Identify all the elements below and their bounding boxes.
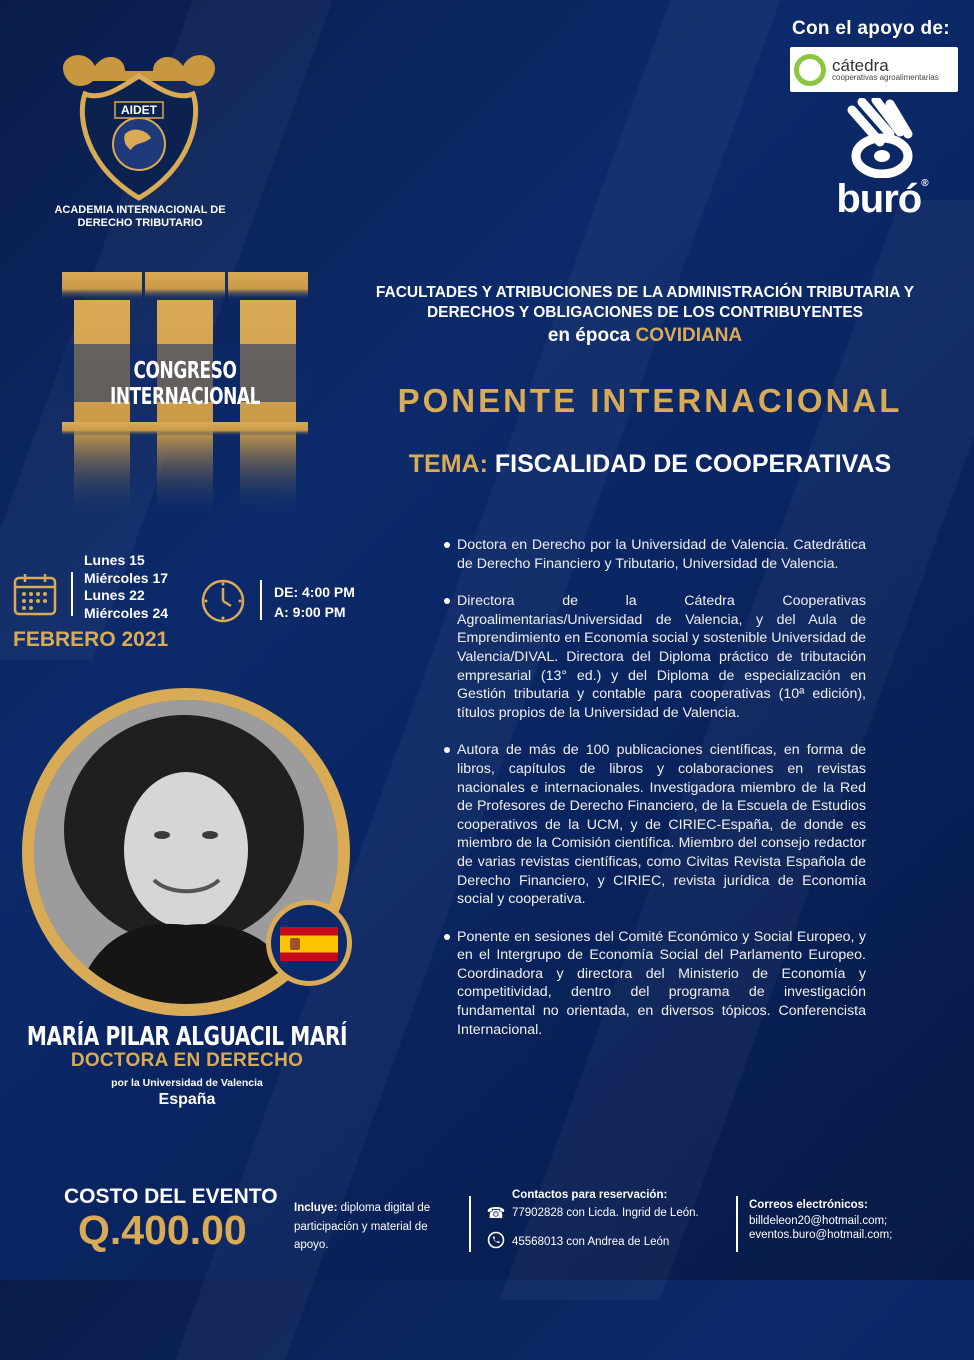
event-day: Miércoles 17 bbox=[84, 569, 169, 586]
catedra-mark-icon bbox=[794, 54, 826, 86]
topic bbox=[370, 450, 930, 479]
event-day: Lunes 15 bbox=[84, 552, 145, 568]
speaker-university: por la Universidad de Valencia bbox=[111, 1077, 263, 1089]
includes-text bbox=[294, 1199, 464, 1255]
support-title: Con el apoyo de: bbox=[792, 18, 950, 39]
event-days bbox=[84, 552, 168, 622]
event-day: Miércoles 24 bbox=[84, 604, 169, 621]
whatsapp-icon bbox=[486, 1231, 506, 1253]
event-title-line2: DERECHOS Y OBLIGACIONES DE LOS CONTRIBUYENTES bbox=[426, 304, 864, 321]
registered-mark: ® bbox=[921, 178, 928, 189]
event-title bbox=[330, 283, 960, 323]
spain-flag-icon bbox=[280, 927, 338, 961]
buro-logo bbox=[826, 98, 938, 219]
emails-title: Correos electrónicos: bbox=[749, 1199, 868, 1211]
event-title-line3 bbox=[330, 325, 960, 347]
event-times bbox=[274, 582, 355, 622]
whatsapp-contact-text: 45568013 con Andrea de León bbox=[512, 1236, 670, 1248]
topic-value: FISCALIDAD DE COOPERATIVAS bbox=[494, 450, 892, 478]
cost-value: Q.400.00 bbox=[78, 1207, 247, 1253]
hand-icon bbox=[832, 98, 932, 178]
phone-contact-text: 77902828 con Licda. Ingrid de León. bbox=[512, 1207, 699, 1219]
event-title-highlight: COVIDIANA bbox=[635, 325, 743, 346]
clock-icon bbox=[200, 578, 246, 624]
cost-label: COSTO DEL EVENTO bbox=[64, 1185, 278, 1208]
event-title-prefix: en época bbox=[547, 325, 636, 346]
divider bbox=[71, 572, 73, 616]
email-link[interactable]: eventos.buro@hotmail.com; bbox=[749, 1229, 893, 1241]
whatsapp-contact bbox=[486, 1231, 669, 1253]
divider bbox=[736, 1196, 738, 1252]
catedra-subtitle: cooperativas agroalimentarias bbox=[832, 73, 939, 82]
divider bbox=[469, 1196, 471, 1252]
aidet-abbr: AIDET bbox=[121, 103, 157, 117]
event-title-line1: FACULTADES Y ATRIBUCIONES DE LA ADMINISTRACIÓN TRIBUTARIA Y bbox=[375, 284, 915, 301]
bio-item: Directora de la Cátedra Cooperativas Agroalimentarias/Universidad de Valencia, y del Aula de Emprendimiento en Economía social y sostenible Universidad de Valencia/DIVAL. Directora del Diploma práctico de tributación empresarial (13° ed.) y del Diploma de especialización en Gestión tributaria y contable para cooperativas (10ª edición), títulos propios de la Universidad de Valencia. bbox=[440, 592, 866, 722]
bio-item: Doctora en Derecho por la Universidad de Valencia. Catedrática de Derecho Financiero y Tributario, Universidad de Valencia. bbox=[440, 536, 866, 573]
email-list bbox=[749, 1214, 892, 1242]
email-link[interactable]: billdeleon20@hotmail.com; bbox=[749, 1215, 888, 1227]
divider bbox=[260, 580, 262, 620]
speaker-title: DOCTORA EN DERECHO bbox=[70, 1050, 304, 1071]
includes-label: Incluye: bbox=[294, 1202, 338, 1214]
time-from: DE: 4:00 PM bbox=[274, 584, 355, 600]
role-heading: PONENTE INTERNACIONAL bbox=[397, 382, 903, 419]
event-month: FEBRERO 2021 bbox=[13, 628, 169, 651]
academy-name bbox=[40, 204, 240, 230]
event-day: Lunes 22 bbox=[84, 587, 145, 603]
speaker-bio bbox=[440, 536, 866, 1058]
congress-label: CONGRESO INTERNACIONAL bbox=[109, 358, 261, 410]
includes-detail: diploma digital de participación y material de apoyo. bbox=[294, 1202, 431, 1251]
catedra-name: cátedra bbox=[832, 56, 889, 75]
phone-icon: ☎ bbox=[486, 1205, 506, 1222]
buro-name: buró bbox=[836, 177, 922, 221]
speaker-name: MARÍA PILAR ALGUACIL MARÍ bbox=[26, 1022, 348, 1052]
bio-item: Ponente en sesiones del Comité Económico y Social Europeo, y en el Intergrupo de Economía Social del Parlamento Europeo. Coordinadora y directora del Ministerio de Economía y competitividad, dentro del programa de investigación fundamental no orientada, en diversos tópicos. Conferencista Internacional. bbox=[440, 928, 866, 1040]
speaker-country: España bbox=[158, 1091, 216, 1108]
phone-contact bbox=[486, 1204, 699, 1222]
catedra-logo bbox=[790, 47, 958, 92]
topic-label: TEMA: bbox=[408, 450, 488, 478]
aidet-emblem bbox=[55, 46, 223, 204]
contacts-title: Contactos para reservación: bbox=[512, 1189, 668, 1201]
bio-item: Autora de más de 100 publicaciones científicas, en forma de libros, capítulos de libros y colaboraciones en revistas nacionales e internacionales. Investigadora miembro de la Red de Profesores de Derecho Financiero, de la Escuela de Estudios cooperativos de la UCM, y de CIRIEC-España, de donde es miembro de la Comisión científica. Miembro del consejo redactor de varias revistas científicas, como Civitas Revista Española de Derecho Financiero, y CIRIEC, revista jurídica de Economía social y cooperativa. bbox=[440, 741, 866, 908]
academy-name-line1: ACADEMIA INTERNACIONAL DE bbox=[54, 204, 226, 216]
calendar-icon bbox=[12, 572, 58, 618]
time-to: A: 9:00 PM bbox=[274, 604, 346, 620]
academy-name-line2: DERECHO TRIBUTARIO bbox=[77, 217, 203, 229]
